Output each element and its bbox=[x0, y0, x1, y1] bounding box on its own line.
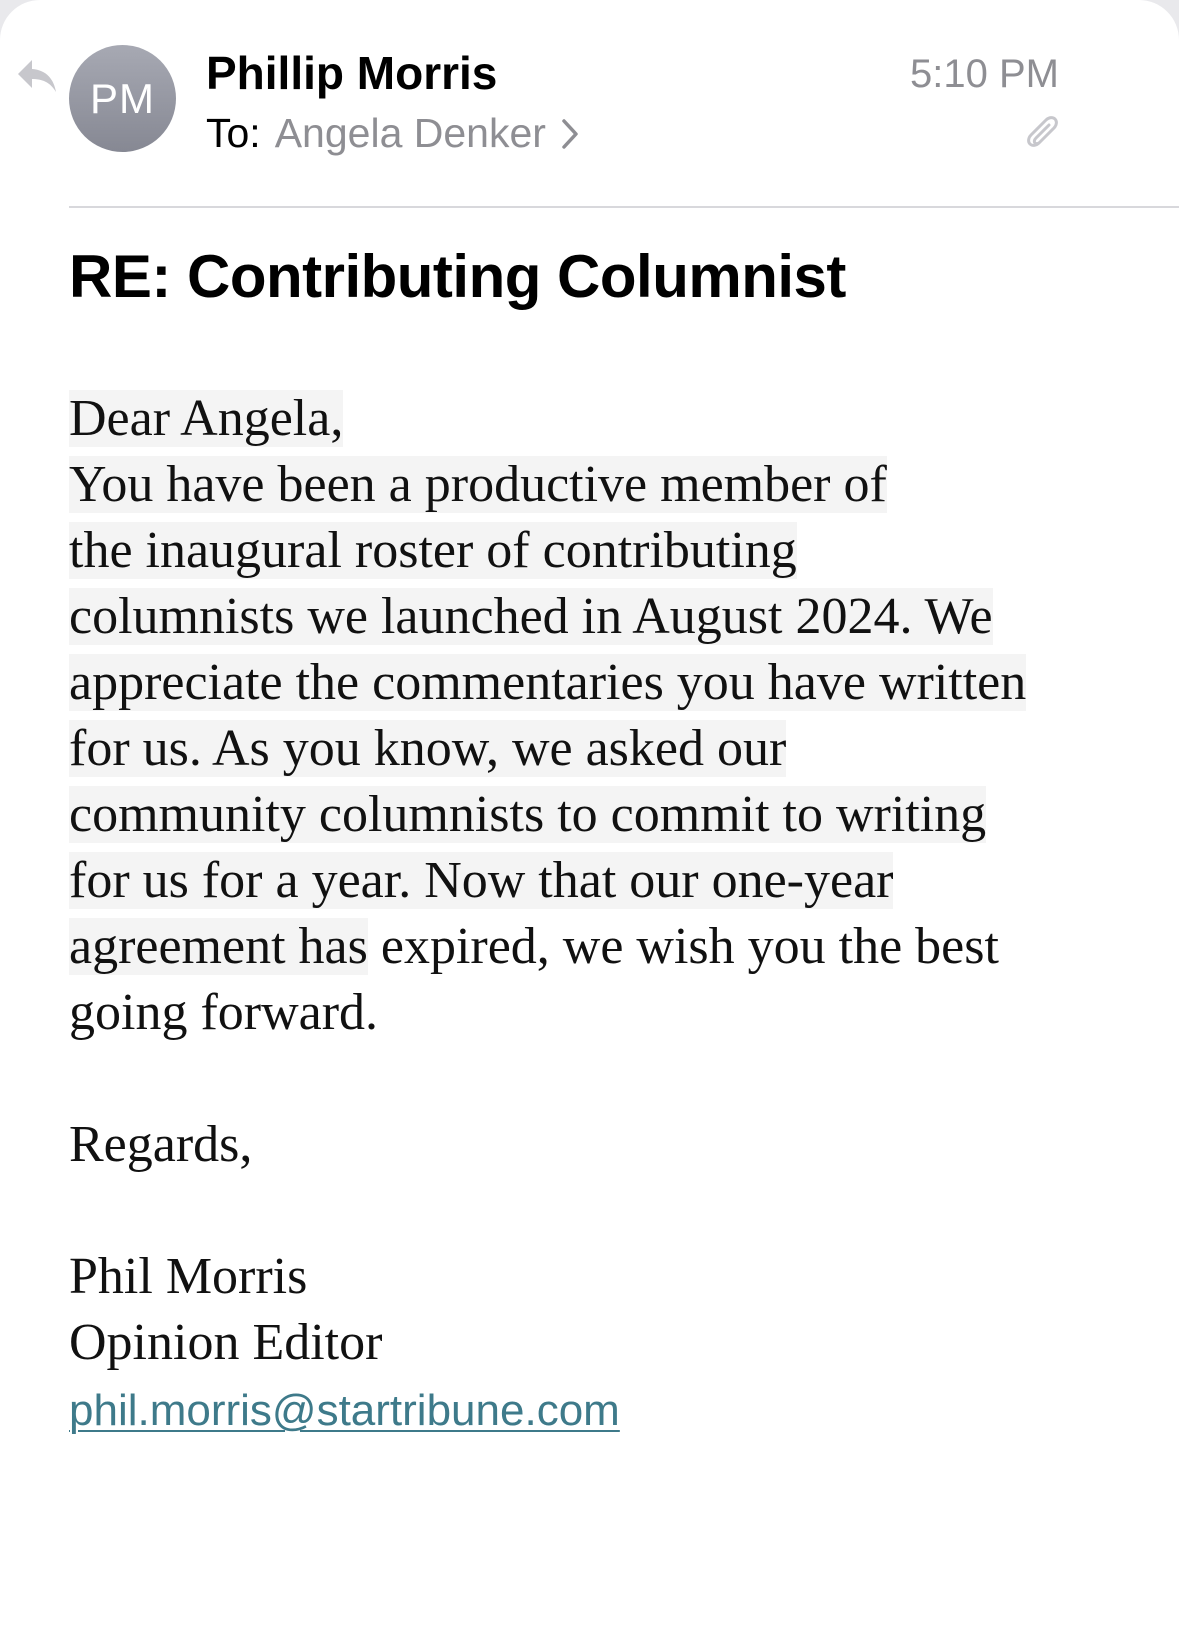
paperclip-icon bbox=[1024, 114, 1062, 156]
body-line: community columnists to commit to writing bbox=[69, 786, 987, 843]
to-label: To: bbox=[206, 110, 261, 156]
message-time: 5:10 PM bbox=[910, 52, 1059, 96]
signature-title: Opinion Editor bbox=[69, 1314, 383, 1371]
body-line: going forward. bbox=[69, 984, 379, 1041]
recipient-row[interactable] bbox=[206, 110, 580, 157]
body-line: appreciate the commentaries you have written bbox=[69, 654, 1027, 711]
message-body bbox=[69, 386, 1069, 1442]
body-line: columnists we launched in August 2024. We bbox=[69, 588, 993, 645]
signature-name: Phil Morris bbox=[69, 1248, 308, 1305]
closing: Regards, bbox=[69, 1116, 253, 1173]
body-line: for us. As you know, we asked our bbox=[69, 720, 787, 777]
spacer bbox=[69, 1046, 1069, 1112]
sender-name[interactable]: Phillip Morris bbox=[206, 47, 498, 99]
signature-email-link[interactable]: phil.morris@startribune.com bbox=[69, 1386, 620, 1435]
message-subject: RE: Contributing Columnist bbox=[69, 243, 846, 310]
body-line: agreement has expired, we wish you the best bbox=[69, 918, 999, 975]
sender-avatar[interactable] bbox=[69, 45, 176, 152]
recipient-name[interactable]: Angela Denker bbox=[274, 110, 546, 156]
header-divider bbox=[69, 206, 1179, 208]
signature-email-row bbox=[69, 1376, 1069, 1442]
body-line: for us for a year. Now that our one-year bbox=[69, 852, 894, 909]
reply-arrow-icon[interactable] bbox=[16, 56, 58, 96]
body-line: the inaugural roster of contributing bbox=[69, 522, 797, 579]
body-line: You have been a productive member of bbox=[69, 456, 887, 513]
spacer bbox=[69, 1178, 1069, 1244]
avatar-initials: PM bbox=[90, 74, 155, 122]
body-line bbox=[69, 386, 1069, 452]
chevron-right-icon[interactable] bbox=[560, 118, 580, 150]
greeting: Dear Angela, bbox=[69, 390, 344, 447]
